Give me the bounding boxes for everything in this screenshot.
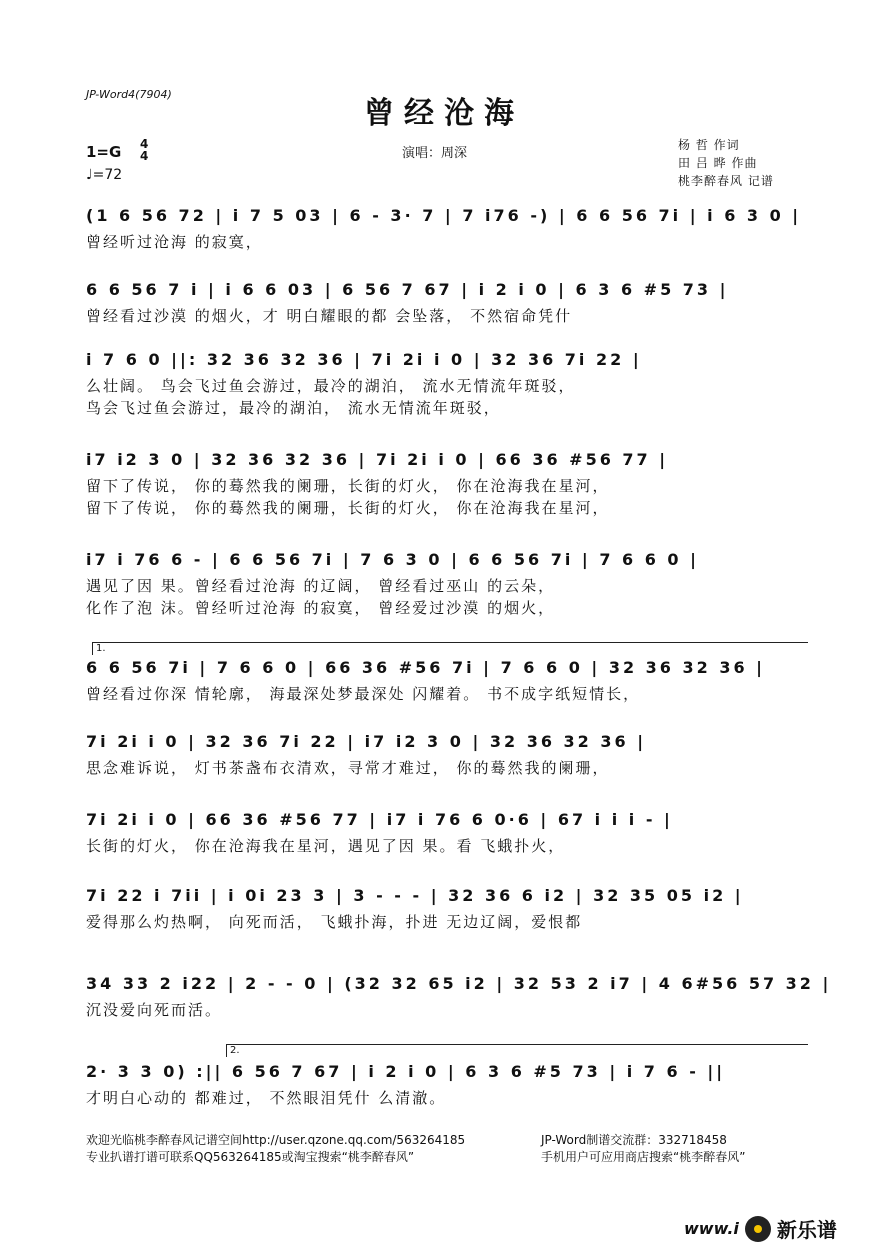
lyric-line: 曾经看过沙漠 的烟火，才 明白耀眼的都 会坠落， 不然宿命凭什: [86, 307, 573, 325]
lyric-line: 遇见了因 果。曾经看过沧海 的辽阔， 曾经看过巫山 的云朵，: [86, 577, 556, 595]
brand: [684, 1214, 837, 1243]
notes-line: 7i 2i i 0 | 32 36 7i 22 | i7 i2 3 0 | 32 36 32 36 |: [86, 732, 647, 751]
lyric-line: 留下了传说， 你的蓦然我的阑珊，长街的灯火， 你在沧海我在星河，: [86, 477, 610, 495]
lyric-line: 沉没爱向死而活。: [86, 1001, 223, 1019]
footer-website: 欢迎光临桃李醉春风记谱空间http://user.qzone.qq.com/563264185: [86, 1133, 466, 1147]
brand-url: www.i: [684, 1219, 739, 1238]
footer-contact: 专业扒谱打谱可联系QQ563264185或淘宝搜索“桃李醉春风”: [86, 1150, 415, 1164]
footer-group: JP-Word制谱交流群：332718458: [541, 1133, 727, 1147]
time-top: 4: [140, 137, 149, 151]
volta-second: 2.: [226, 1044, 808, 1057]
lyric-line: 爱得那么灼热啊， 向死而活， 飞蛾扑海，扑进 无边辽阔，爱恨都: [86, 913, 583, 931]
time-bottom: 4: [140, 149, 149, 163]
tempo-marking: ♩=72: [86, 167, 123, 183]
lyric-line: 长街的灯火， 你在沧海我在星河，遇见了因 果。看 飞蛾扑火，: [86, 837, 566, 855]
software-label: JP-Word4(7904): [86, 88, 172, 101]
notes-line: 34 33 2 i22 | 2 - - 0 | (32 32 65 i2 | 32 53 2 i7 | 4 6#56 57 32 |: [86, 974, 832, 993]
notes-line: 7i 22 i 7ii | i 0i 23 3 | 3 - - - | 32 36 6 i2 | 32 35 05 i2 |: [86, 886, 744, 905]
key-signature: 1=G: [86, 143, 122, 161]
time-signature: [140, 138, 148, 162]
notes-line: (1 6 56 72 | i 7 5 03 | 6 - 3· 7 | 7 i76 -) | 6 6 56 7i | i 6 3 0 |: [86, 206, 802, 225]
notes-line: 6 6 56 7i | 7 6 6 0 | 66 36 #56 7i | 7 6 6 0 | 32 36 32 36 |: [86, 658, 765, 677]
lyricist-credit: 杨 哲 作词: [678, 138, 740, 152]
brand-name: 新乐谱: [776, 1218, 837, 1242]
footer: [86, 1132, 806, 1166]
lyric-line: 化作了泡 沫。曾经听过沧海 的寂寞， 曾经爱过沙漠 的烟火，: [86, 599, 556, 617]
lyric-line: 曾经听过沧海 的寂寞，: [86, 233, 263, 251]
lyric-line: 思念难诉说， 灯书茶盏布衣清欢，寻常才难过， 你的蓦然我的阑珊，: [86, 759, 610, 777]
lyric-line: 鸟会飞过鱼会游过，最冷的湖泊， 流水无情流年斑驳，: [86, 399, 501, 417]
lyric-line: 才明白心动的 都难过， 不然眼泪凭什 么清澈。: [86, 1089, 447, 1107]
credits: [678, 136, 774, 190]
song-title: 曾经沧海: [364, 96, 524, 131]
footer-app: 手机用户可应用商店搜索“桃李醉春风”: [541, 1150, 746, 1164]
notes-line: 2· 3 3 0) :|| 6 56 7 67 | i 2 i 0 | 6 3 6 #5 73 | i 7 6 - ||: [86, 1062, 726, 1081]
lyric-line: 曾经看过你深 情轮廓， 海最深处梦最深处 闪耀着。 书不成字纸短情长，: [86, 685, 641, 703]
volta-first: 1.: [92, 642, 808, 655]
singer-credit: 演唱：周深: [402, 146, 468, 161]
notes-line: i7 i 76 6 - | 6 6 56 7i | 7 6 3 0 | 6 6 56 7i | 7 6 6 0 |: [86, 550, 699, 569]
lyric-line: 留下了传说， 你的蓦然我的阑珊，长街的灯火， 你在沧海我在星河，: [86, 499, 610, 517]
composer-credit: 田 吕 晔 作曲: [678, 156, 758, 170]
notes-line: i 7 6 0 ||: 32 36 32 36 | 7i 2i i 0 | 32 36 7i 22 |: [86, 350, 642, 369]
transcriber-credit: 桃李醉春风 记谱: [678, 174, 774, 188]
lyric-line: 么壮阔。 鸟会飞过鱼会游过，最冷的湖泊， 流水无情流年斑驳，: [86, 377, 576, 395]
notes-line: i7 i2 3 0 | 32 36 32 36 | 7i 2i i 0 | 66 36 #56 77 |: [86, 450, 669, 469]
notes-line: 7i 2i i 0 | 66 36 #56 77 | i7 i 76 6 0·6 | 67 i i i - |: [86, 810, 673, 829]
notes-line: 6 6 56 7 i | i 6 6 03 | 6 56 7 67 | i 2 i 0 | 6 3 6 #5 73 |: [86, 280, 729, 299]
record-logo-icon: [745, 1216, 771, 1242]
